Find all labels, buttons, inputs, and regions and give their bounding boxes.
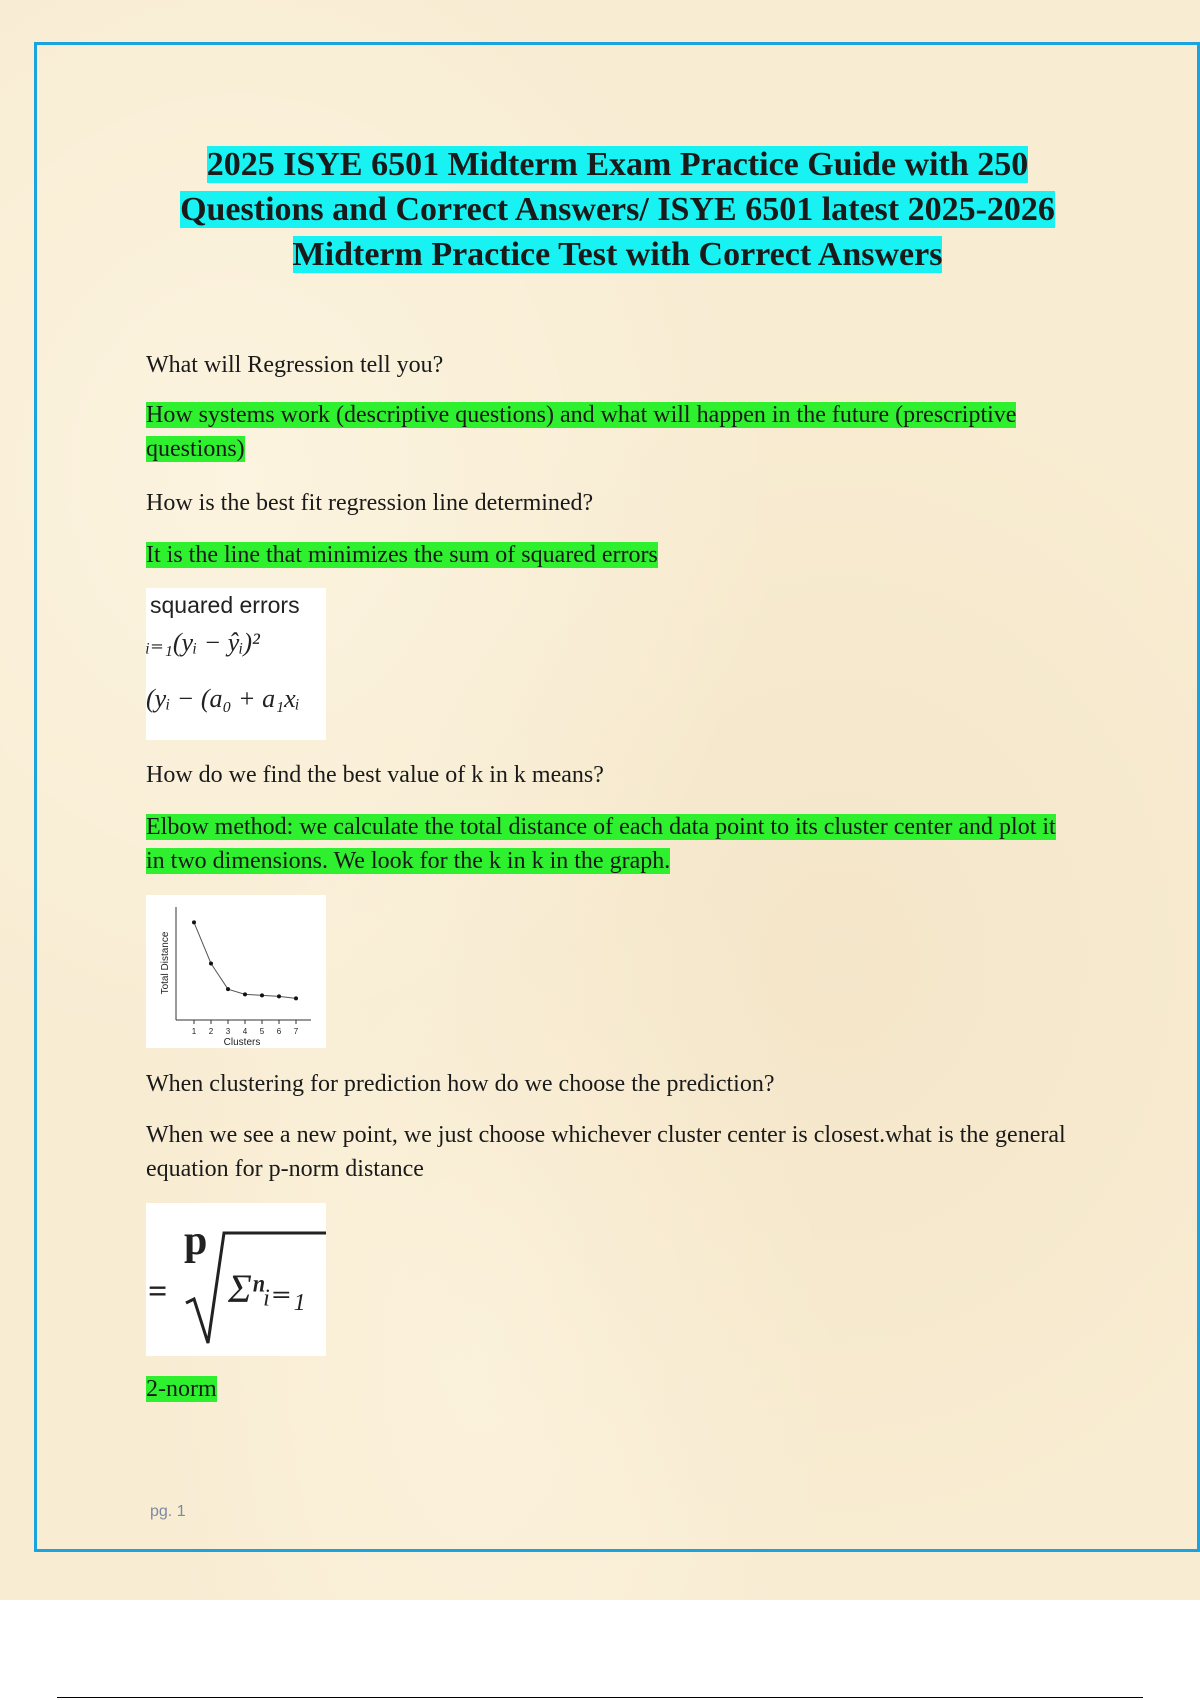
x-axis-label: Clusters bbox=[223, 1037, 261, 1048]
question-text: How is the best fit regression line determined? bbox=[146, 490, 594, 516]
x-tick-label: 4 bbox=[242, 1027, 248, 1036]
p-norm-formula-image bbox=[146, 1203, 326, 1356]
x-tick-label: 1 bbox=[191, 1027, 197, 1036]
formula-line-1: ᵢ₌₁(yᵢ − ŷᵢ)² bbox=[146, 628, 260, 657]
pnorm-sum: Σⁿᵢ₌₁ bbox=[228, 1266, 306, 1311]
x-tick-label: 6 bbox=[276, 1027, 282, 1036]
answer-text: It is the line that minimizes the sum of squared errors bbox=[146, 542, 658, 568]
x-tick-label: 7 bbox=[293, 1027, 299, 1036]
data-point bbox=[243, 992, 247, 996]
pnorm-root-index: p bbox=[184, 1218, 208, 1264]
question-text: When clustering for prediction how do we choose the prediction? bbox=[146, 1071, 775, 1097]
title-line-3: Midterm Practice Test with Correct Answers bbox=[292, 236, 943, 273]
data-point bbox=[192, 920, 196, 924]
x-tick-label: 5 bbox=[259, 1027, 265, 1036]
data-point bbox=[294, 996, 298, 1000]
answer-best-fit bbox=[146, 538, 1076, 572]
title-line-2: Questions and Correct Answers/ ISYE 6501 latest 2025-2026 bbox=[180, 191, 1055, 228]
elbow-chart bbox=[146, 895, 326, 1048]
answer-prediction bbox=[146, 1118, 1076, 1186]
squared-errors-formula-image bbox=[146, 588, 326, 740]
elbow-series-line bbox=[194, 922, 296, 998]
x-tick-label: 2 bbox=[208, 1027, 214, 1036]
question-regression bbox=[146, 348, 1076, 382]
bottom-rule bbox=[57, 1697, 1143, 1698]
data-point bbox=[226, 987, 230, 991]
formula-line-2: (yᵢ − (a₀ + a₁xᵢ bbox=[146, 684, 300, 713]
answer-k-means bbox=[146, 810, 1076, 878]
pnorm-equals: = bbox=[148, 1273, 168, 1310]
answer-text: Elbow method: we calculate the total distance of each data point to its cluster center and plot it in two dimensions. We look for the k in k in the graph. bbox=[146, 814, 1056, 874]
answer-regression bbox=[146, 398, 1076, 466]
data-point bbox=[260, 993, 264, 997]
answer-2-norm bbox=[146, 1372, 1076, 1406]
answer-text: 2-norm bbox=[146, 1376, 217, 1402]
y-axis-label: Total Distance bbox=[160, 931, 171, 995]
question-text: How do we find the best value of k in k means? bbox=[146, 762, 604, 788]
question-k-means bbox=[146, 758, 1076, 792]
question-best-fit bbox=[146, 486, 1076, 520]
answer-text: How systems work (descriptive questions) and what will happen in the future (prescriptive questions) bbox=[146, 402, 1017, 462]
elbow-chart-image bbox=[146, 895, 326, 1048]
document-title bbox=[100, 142, 1135, 277]
formula-heading: squared errors bbox=[150, 592, 300, 618]
question-prediction bbox=[146, 1067, 1076, 1101]
title-line-1: 2025 ISYE 6501 Midterm Exam Practice Guide with 250 bbox=[206, 146, 1029, 183]
answer-text: When we see a new point, we just choose whichever cluster center is closest.what is the general equation for p-norm distance bbox=[146, 1122, 1066, 1182]
x-tick-label: 3 bbox=[225, 1027, 231, 1036]
question-text: What will Regression tell you? bbox=[146, 352, 444, 378]
data-point bbox=[277, 994, 281, 998]
data-point bbox=[209, 962, 213, 966]
page-number: pg. 1 bbox=[150, 1503, 186, 1520]
